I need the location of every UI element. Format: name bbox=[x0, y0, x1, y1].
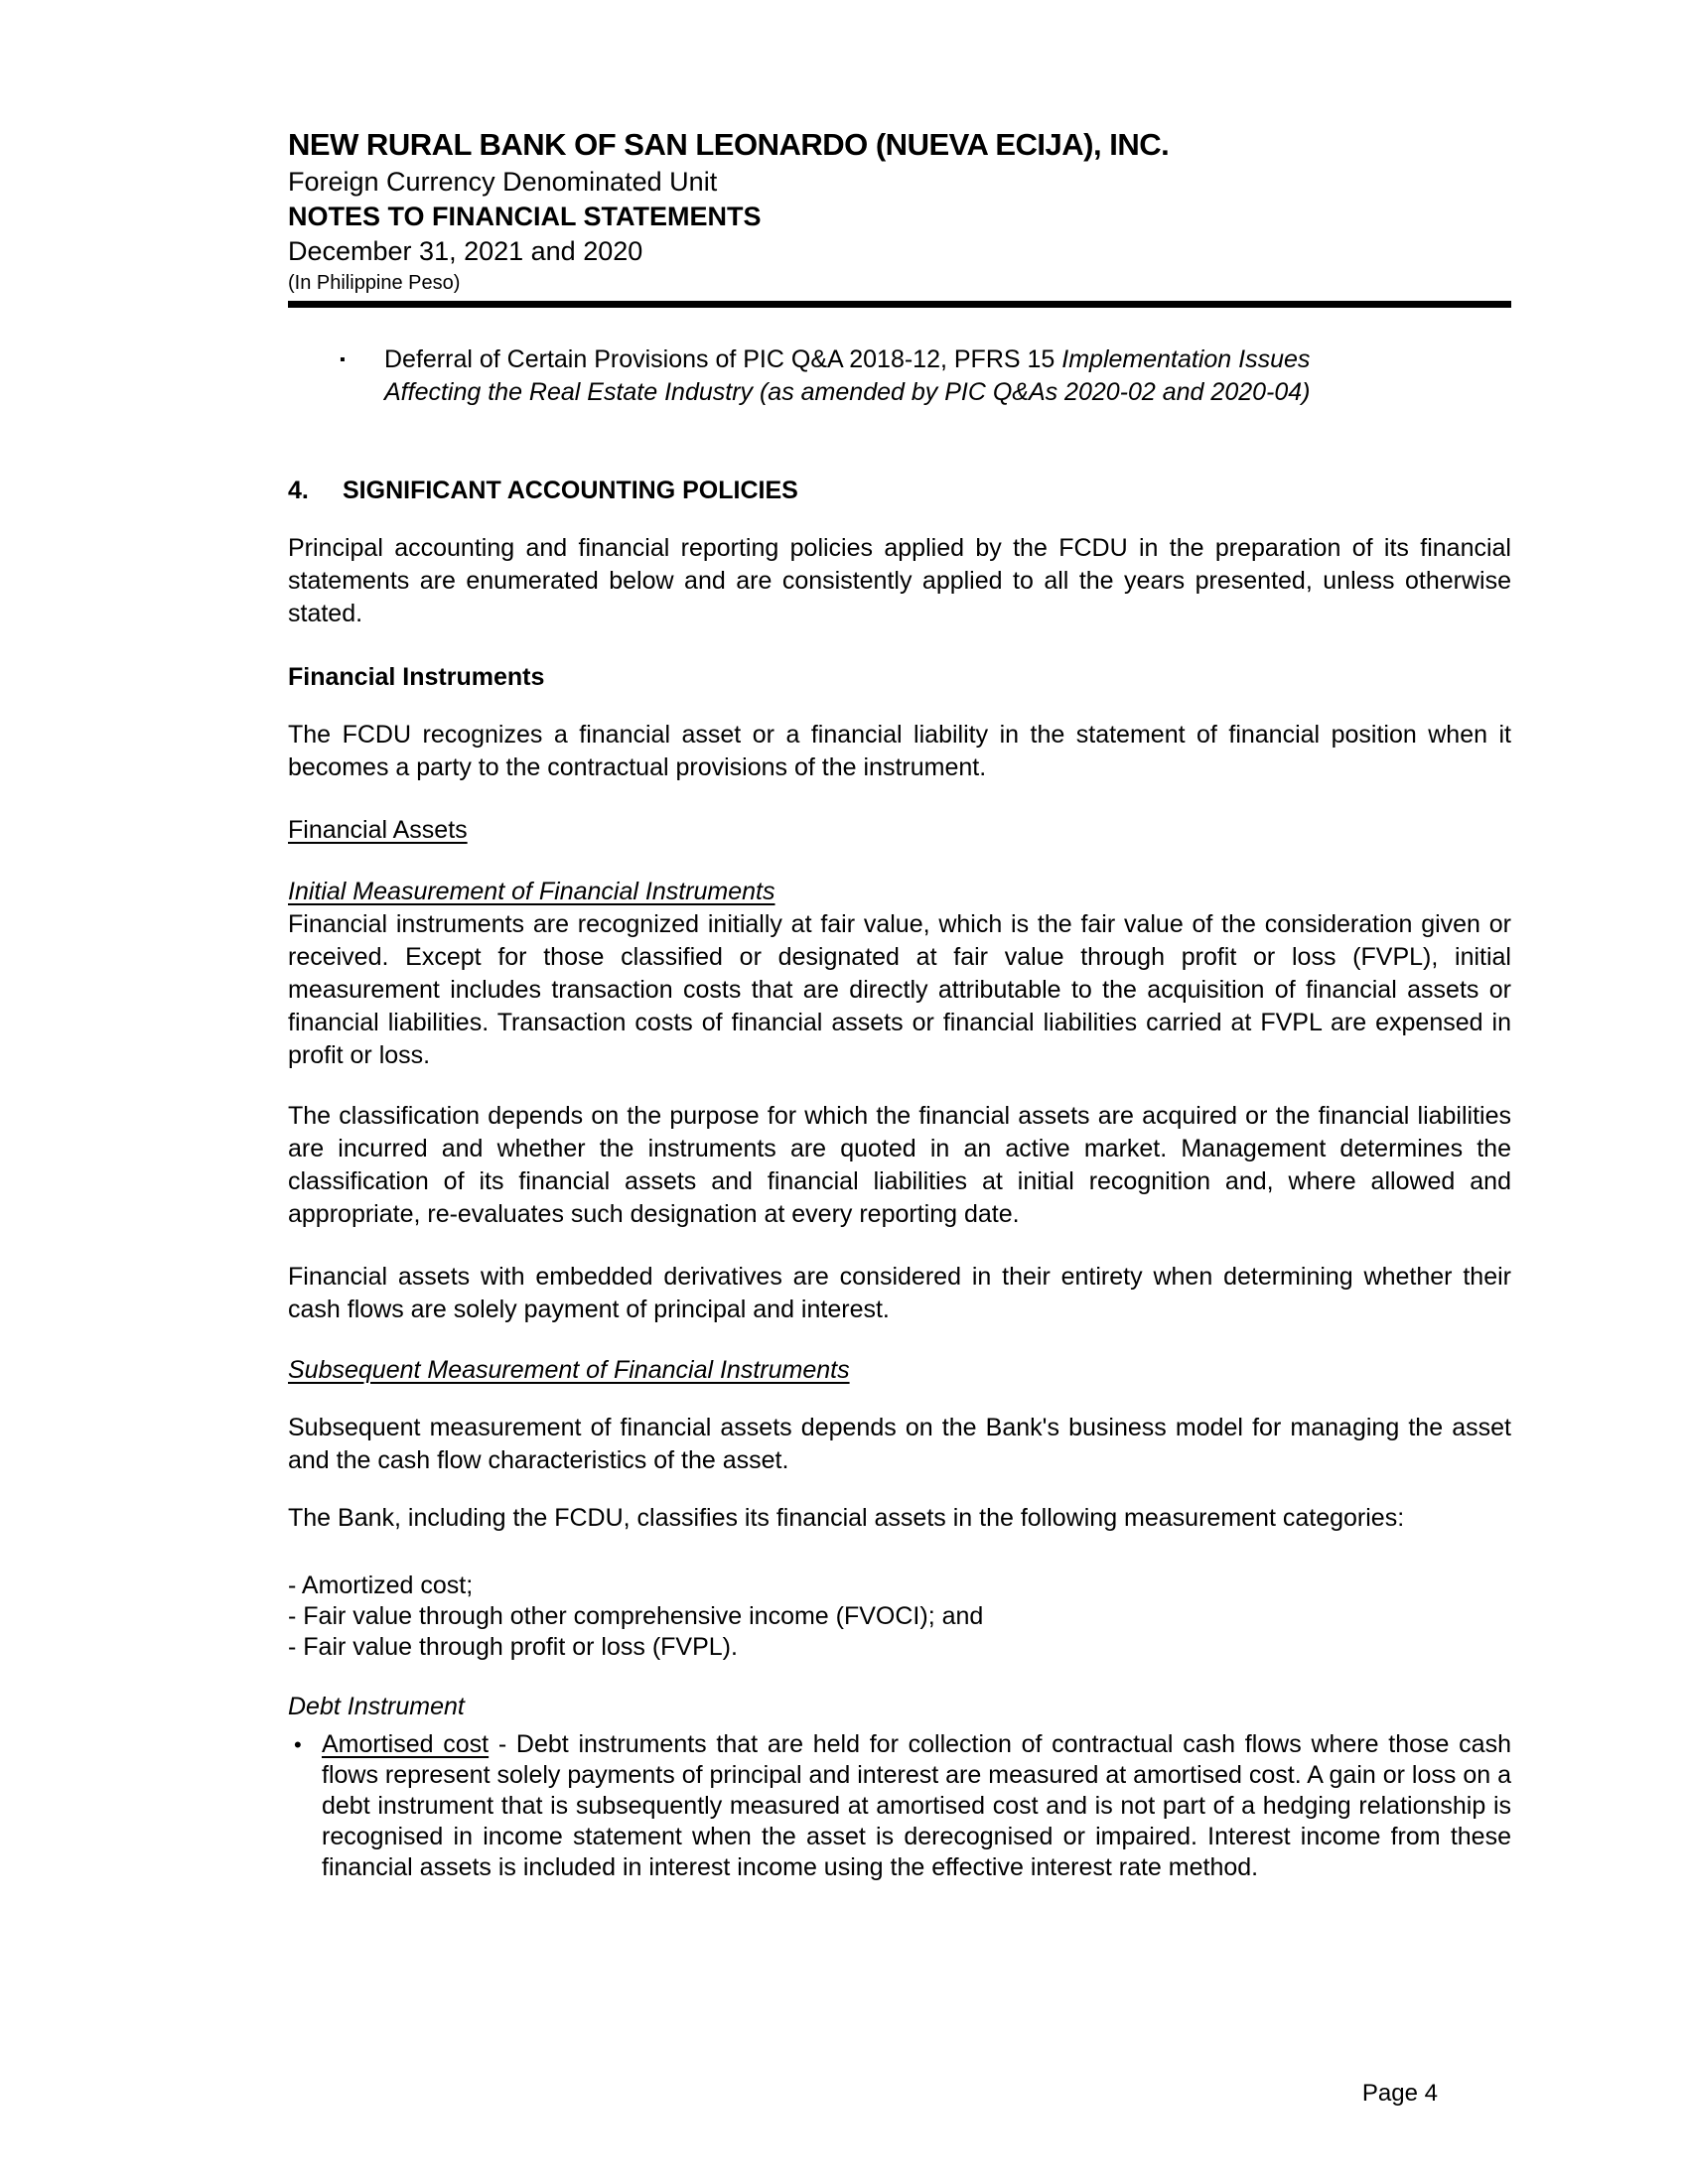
document-header bbox=[288, 125, 1511, 308]
subsequent-measurement-heading: Subsequent Measurement of Financial Instruments bbox=[288, 1356, 850, 1384]
document-title: NOTES TO FINANCIAL STATEMENTS bbox=[288, 202, 762, 231]
financial-assets-heading: Financial Assets bbox=[288, 816, 468, 844]
measurement-categories-list bbox=[288, 1570, 1511, 1663]
category-item-amortized-cost: - Amortized cost; bbox=[288, 1571, 474, 1599]
round-bullet-icon: • bbox=[294, 1732, 302, 1757]
header-unit-line: Foreign Currency Denominated Unit bbox=[288, 167, 718, 197]
recognition-paragraph: The FCDU recognizes a financial asset or a financial liability in the statement of financial position when it becomes a party to the contractual provisions of the instrument. bbox=[288, 721, 1511, 781]
amortised-cost-body: - Debt instruments that are held for collection of contractual cash flows where those cash flows represent solely payments of principal and interest are measured at amortised cost. A gain or loss on a debt instrument that is subsequently measured at amortised cost and is not part of a hedging relationship is recognised in income statement when the asset is derecognised or impaired. Interest income from these financial assets is included in interest income using the effective interest rate method. bbox=[322, 1730, 1511, 1881]
subsequent-measurement-paragraph: Subsequent measurement of financial assets depends on the Bank's business model for managing the asset and the cash flow characteristics of the asset. bbox=[288, 1414, 1511, 1474]
amortised-cost-bullet-text bbox=[322, 1729, 1511, 1883]
category-item-fvoci: - Fair value through other comprehensive income (FVOCI); and bbox=[288, 1602, 984, 1630]
classification-paragraph: The classification depends on the purpose for which the financial assets are acquired or the financial liabilities are incurred and whether the instruments are quoted in an active market. Management determines the classification of its financial assets and financial liabilities at initial recognition and, where allowed and appropriate, re-evaluates such designation at every reporting date. bbox=[288, 1102, 1511, 1228]
amortised-cost-bullet-item bbox=[288, 1729, 1511, 1883]
header-rule bbox=[288, 301, 1511, 308]
standards-bullet-item bbox=[288, 343, 1511, 409]
section-title: SIGNIFICANT ACCOUNTING POLICIES bbox=[343, 477, 798, 504]
page-content bbox=[288, 0, 1511, 1883]
intro-paragraph: Principal accounting and financial reporting policies applied by the FCDU in the preparation of its financial statements are enumerated below and are consistently applied to all the years presented, unless otherwise stated. bbox=[288, 534, 1511, 627]
square-bullet-icon: ▪ bbox=[340, 351, 346, 368]
section-heading bbox=[288, 475, 1511, 507]
page-number-label: Page 4 bbox=[1361, 2080, 1438, 2107]
financial-instruments-heading: Financial Instruments bbox=[288, 663, 545, 691]
standards-text-regular: Deferral of Certain Provisions of PIC Q&A 2018-12, PFRS 15 bbox=[384, 345, 1062, 373]
category-item-fvpl: - Fair value through profit or loss (FVPL). bbox=[288, 1633, 738, 1661]
amortised-cost-lead: Amortised cost bbox=[322, 1730, 490, 1758]
initial-measurement-block bbox=[288, 876, 1511, 1072]
categories-intro-paragraph: The Bank, including the FCDU, classifies its financial assets in the following measurement categories: bbox=[288, 1504, 1405, 1532]
debt-instrument-heading: Debt Instrument bbox=[288, 1693, 465, 1720]
embedded-derivatives-paragraph: Financial assets with embedded derivatives are considered in their entirety when determining whether their cash flows are solely payment of principal and interest. bbox=[288, 1263, 1511, 1323]
standards-text-italic: Implementation Issues Affecting the Real Estate Industry (as amended by PIC Q&As 2020-02 and 2020-04) bbox=[384, 345, 1311, 406]
bank-name: NEW RURAL BANK OF SAN LEONARDO (NUEVA ECIJA), INC. bbox=[288, 127, 1170, 162]
currency-note: (In Philippine Peso) bbox=[288, 272, 461, 294]
standards-bullet-text bbox=[384, 343, 1511, 409]
section-number: 4. bbox=[288, 477, 309, 504]
initial-measurement-heading: Initial Measurement of Financial Instruments bbox=[288, 878, 775, 905]
header-date-line: December 31, 2021 and 2020 bbox=[288, 236, 643, 266]
initial-measurement-paragraph: Financial instruments are recognized initially at fair value, which is the fair value of the consideration given or received. Except for those classified or designated at fair value through profit or loss (FVPL), initial measurement includes transaction costs that are directly attributable to the acquisition of financial assets or financial liabilities. Transaction costs of financial assets or financial liabilities carried at FVPL are expensed in profit or loss. bbox=[288, 910, 1511, 1069]
